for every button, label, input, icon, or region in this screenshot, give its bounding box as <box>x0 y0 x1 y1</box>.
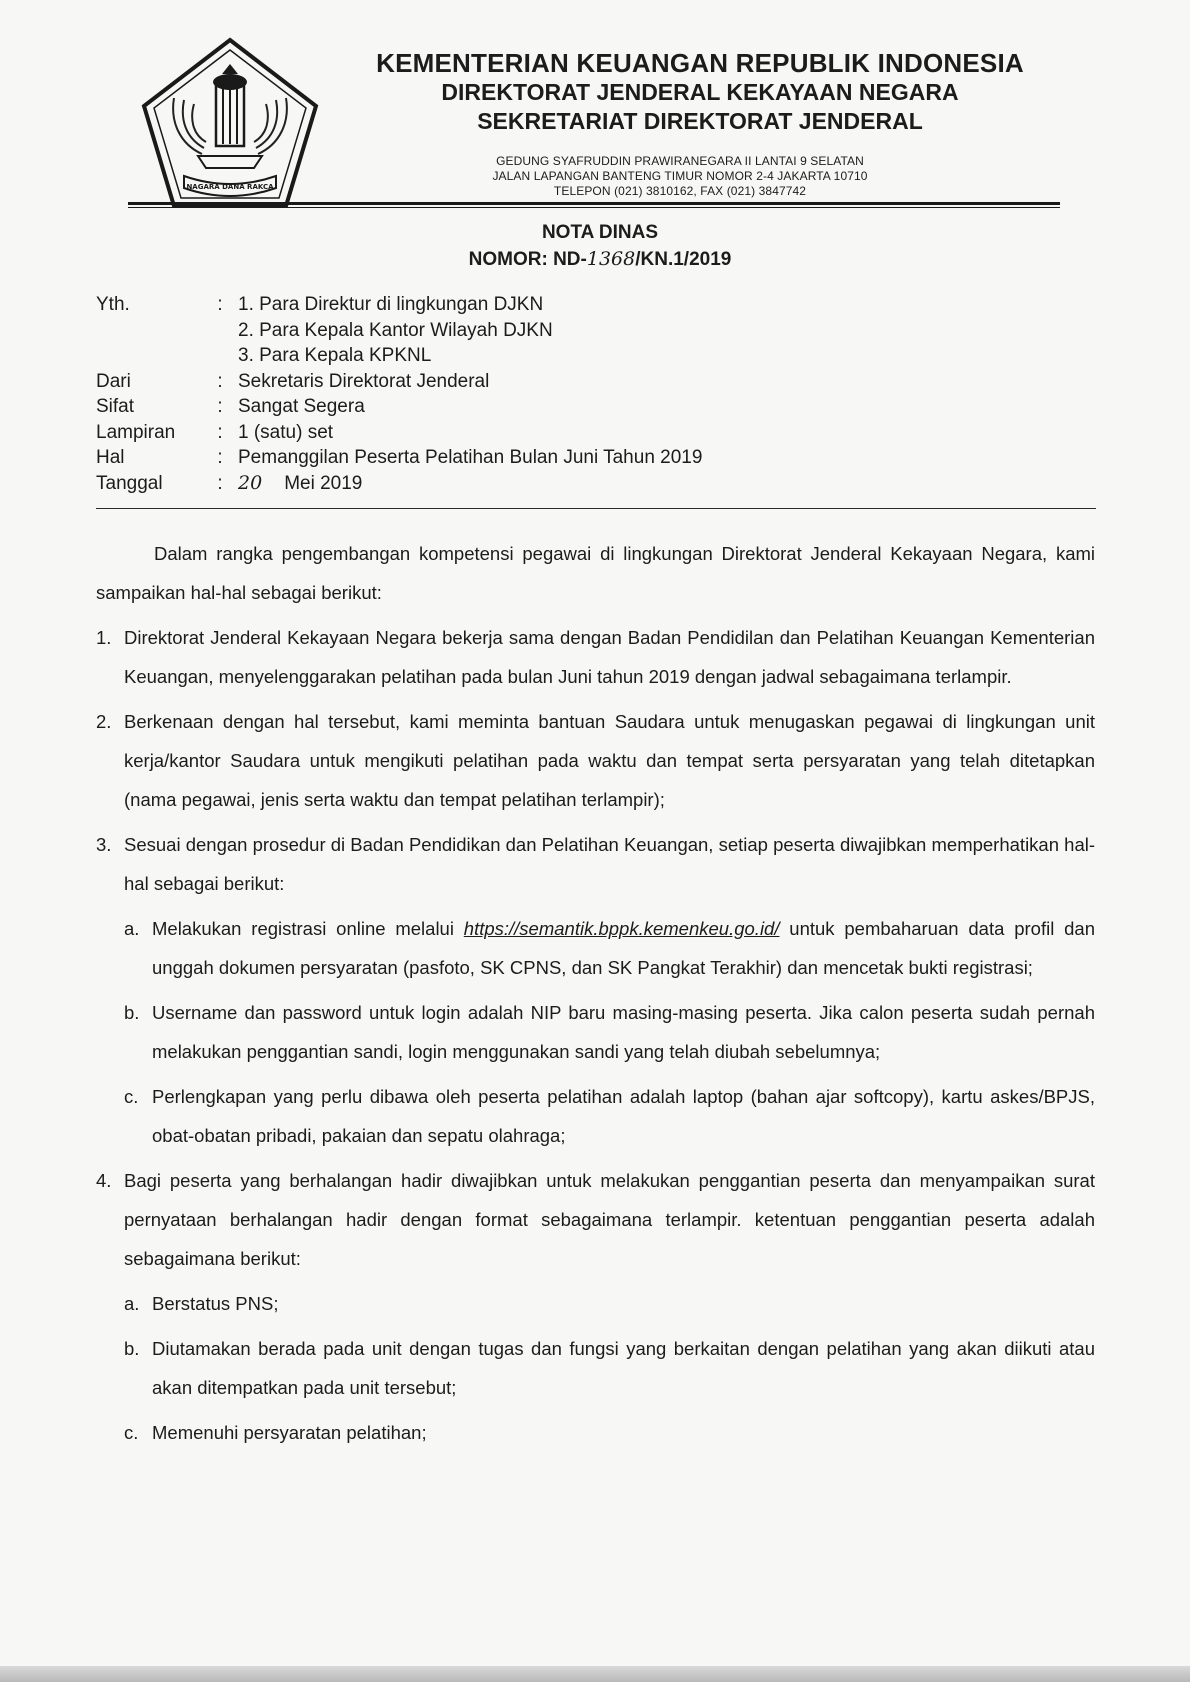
sub-item-text: Memenuhi persyaratan pelatihan; <box>152 1422 427 1443</box>
field-row <box>96 292 1036 318</box>
letterhead-divider <box>128 202 1060 205</box>
memo-title <box>350 220 850 273</box>
field-value: Sekretaris Direktorat Jenderal <box>238 370 490 392</box>
memo-number-suffix: /KN.1/2019 <box>635 249 732 270</box>
date-rest: Mei 2019 <box>284 472 363 494</box>
intro-paragraph: Dalam rangka pengembangan kompetensi pegawai di lingkungan Direktorat Jenderal Kekayaan Negara, kami sampaikan hal-hal sebagai berikut: <box>96 543 1095 603</box>
sub-item-text: Perlengkapan yang perlu dibawa oleh peserta pelatihan adalah laptop (bahan ajar softcopy), kartu askes/BPJS, obat-obatan pribadi, pakaian dan sepatu olahraga; <box>152 1086 1095 1146</box>
item-number: 1. <box>96 627 112 648</box>
sub-item-text: Berstatus PNS; <box>152 1293 279 1314</box>
field-label: Sifat <box>96 396 135 417</box>
letterhead-ministry: KEMENTERIAN KEUANGAN REPUBLIK INDONESIA <box>376 48 1024 78</box>
field-value: 1. Para Direktur di lingkungan DJKN <box>238 294 544 315</box>
field-colon: : <box>217 472 223 494</box>
scan-edge <box>0 1666 1190 1682</box>
field-colon: : <box>217 447 223 468</box>
sub-item-letter: c. <box>124 1086 139 1107</box>
sub-list-item <box>124 1284 1095 1323</box>
item-text: Direktorat Jenderal Kekayaan Negara bekerja sama dengan Badan Pendidilan dan Pelatihan Keuangan Kementerian Keuangan, menyelenggarakan pelatihan pada bulan Juni tahun 2019 dengan jadwal sebagaimana terlampir. <box>124 627 1095 687</box>
sub-list-item <box>124 993 1095 1071</box>
registration-link[interactable]: https://semantik.bppk.kemenkeu.go.id/ <box>463 918 780 939</box>
sub-list-item <box>124 1413 1095 1452</box>
sub-item-letter: a. <box>124 1293 140 1314</box>
field-colon: : <box>217 370 223 392</box>
memo-number <box>350 246 850 273</box>
field-row-date <box>96 471 1036 497</box>
sub-item-text: Diutamakan berada pada unit dengan tugas dan fungsi yang berkaitan dengan pelatihan yang akan diikuti atau akan ditempatkan pada unit tersebut; <box>152 1338 1095 1398</box>
field-label <box>96 343 202 369</box>
field-label <box>96 318 202 344</box>
emblem-ribbon-text: NAGARA DANA RAKCA <box>186 183 274 191</box>
ministry-emblem-icon <box>140 36 320 212</box>
item-number: 2. <box>96 711 112 732</box>
sub-item-letter: b. <box>124 1002 140 1023</box>
header-separator <box>96 508 1096 509</box>
field-value: 2. Para Kepala Kantor Wilayah DJKN <box>238 319 553 341</box>
field-value: 1 (satu) set <box>238 421 334 443</box>
field-colon <box>202 318 238 344</box>
letterhead-secretariat: SEKRETARIAT DIREKTORAT JENDERAL <box>477 108 923 134</box>
field-value <box>238 471 1036 497</box>
field-colon: : <box>217 421 223 443</box>
letterhead <box>350 48 1050 136</box>
sub-item-text-end: untuk pembaharuan data profil dan unggah dokumen persyaratan (pasfoto, SK CPNS, dan SK Pangkat Terakhir) dan mencetak bukti registrasi; <box>152 918 1095 978</box>
sub-list-item <box>124 1077 1095 1155</box>
field-value: 3. Para Kepala KPKNL <box>238 345 432 366</box>
field-label: Tanggal <box>96 472 163 494</box>
list-item <box>96 702 1095 819</box>
memo-heading: NOTA DINAS <box>541 222 659 243</box>
sub-list-item <box>124 909 1095 987</box>
field-colon: : <box>217 294 223 315</box>
sub-item-letter: b. <box>124 1338 140 1359</box>
sub-item-text-start: Melakukan registrasi online melalui <box>152 918 464 939</box>
field-value: Sangat Segera <box>238 396 365 417</box>
sub-list-item <box>124 1329 1095 1407</box>
list-item <box>96 618 1095 696</box>
item-text: Berkenaan dengan hal tersebut, kami meminta bantuan Saudara untuk menugaskan pegawai di lingkungan unit kerja/kantor Saudara untuk mengikuti pelatihan pada waktu dan tempat serta persyaratan yang telah ditetapkan (nama pegawai, jenis serta waktu dan tempat pelatihan terlampir); <box>124 711 1095 810</box>
letterhead-directorate: DIREKTORAT JENDERAL KEKAYAAN NEGARA <box>441 79 959 105</box>
sub-item-text <box>152 909 1095 987</box>
field-row <box>96 318 1036 344</box>
field-label: Lampiran <box>96 421 176 443</box>
field-value: Pemanggilan Peserta Pelatihan Bulan Juni Tahun 2019 <box>238 447 703 468</box>
field-row <box>96 343 1036 369</box>
item-text: Bagi peserta yang berhalangan hadir diwajibkan untuk melakukan penggantian peserta dan menyampaikan surat pernyataan berhalangan hadir dengan format sebagaimana terlampir. ketentuan penggantian peserta adalah sebagaimana berikut: <box>124 1170 1095 1269</box>
letterhead-divider-thin <box>128 207 1060 208</box>
address-line-2: JALAN LAPANGAN BANTENG TIMUR NOMOR 2-4 JAKARTA 10710 <box>492 169 868 183</box>
field-colon <box>202 343 238 369</box>
memo-number-prefix: NOMOR: ND- <box>468 249 587 270</box>
field-label: Dari <box>96 370 131 392</box>
memo-number-handwritten: 1368 <box>586 248 636 270</box>
field-row <box>96 420 1036 446</box>
field-row <box>96 394 1036 420</box>
field-label: Yth. <box>96 294 130 315</box>
field-label: Hal <box>96 447 125 468</box>
sub-item-letter: c. <box>124 1422 139 1443</box>
list-item <box>96 1161 1095 1278</box>
field-row <box>96 445 1036 471</box>
item-number: 3. <box>96 834 112 855</box>
sub-item-letter: a. <box>124 918 140 939</box>
list-item <box>96 825 1095 903</box>
item-text: Sesuai dengan prosedur di Badan Pendidikan dan Pelatihan Keuangan, setiap peserta diwajibkan memperhatikan hal-hal sebagai berikut: <box>124 834 1095 894</box>
memo-body <box>96 534 1095 1458</box>
field-colon: : <box>217 396 223 417</box>
field-row <box>96 369 1036 395</box>
address-line-3: TELEPON (021) 3810162, FAX (021) 3847742 <box>553 184 807 198</box>
sub-item-text: Username dan password untuk login adalah NIP baru masing-masing peserta. Jika calon peserta sudah pernah melakukan penggantian sandi, login menggunakan sandi yang telah diubah sebelumnya; <box>152 1002 1095 1062</box>
letterhead-address <box>440 154 920 199</box>
address-line-1: GEDUNG SYAFRUDDIN PRAWIRANEGARA II LANTAI 9 SELATAN <box>496 154 864 168</box>
memo-header-fields <box>96 292 1036 496</box>
date-day-handwritten: 20 <box>238 471 263 494</box>
item-number: 4. <box>96 1170 112 1191</box>
